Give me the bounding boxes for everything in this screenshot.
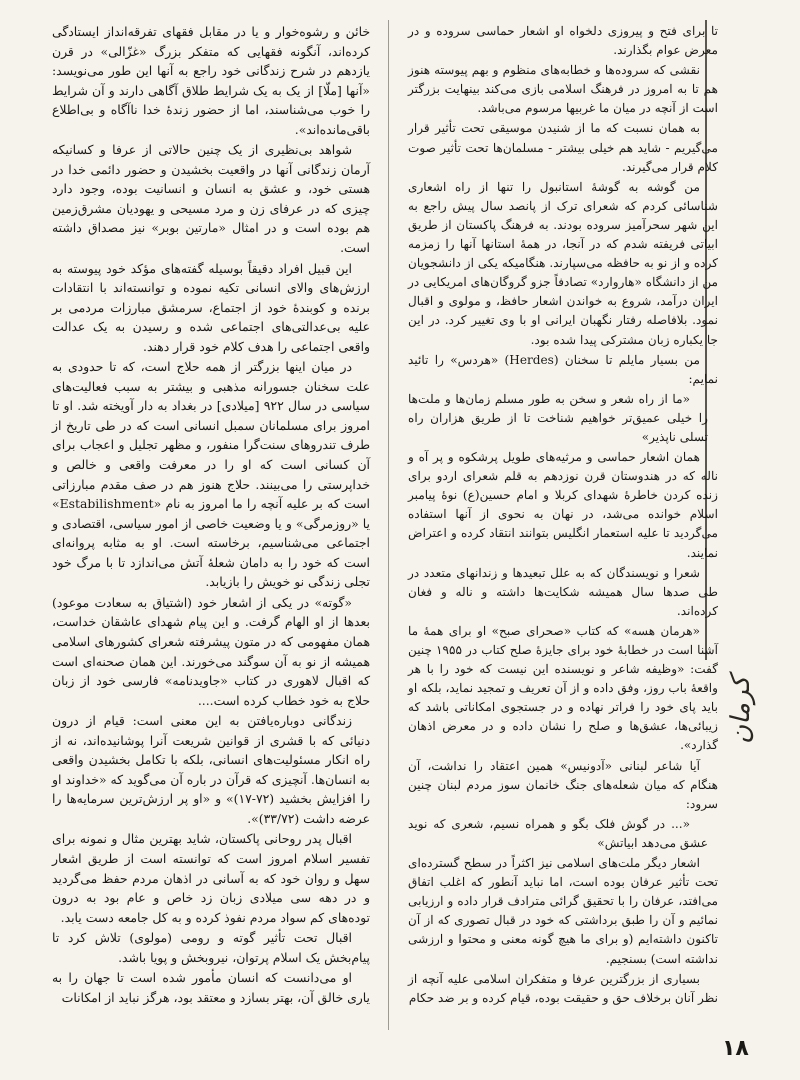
page-number: ۱۸	[722, 1036, 749, 1061]
paragraph: من گوشه‌ به گوشهٔ استانبول را تنها از راه اشعاری شناسائی کردم که شعرای ترک از پانصد سال پیش راجع به این شهر سحرآمیز سروده بودند. به فرهنگ پاکستان از طریق ابیاتی فریفته شدم که در آنجا، در همهٔ استانها آنها را زمزمه کرده و از نو به حافظه می‌سپارند. هنگامیکه یکی از دانشجویان من از دانشگاه «هاروارد» تصادفاً جزو گروگان‌های امریکایی در ایران درآمد، شروع به خواندن اشعار حافظ، و مولوی و اقبال نمود. بلافاصله رفتار نگهبان ایرانی او با وی تغییر کرد. در این جا یکباره زبان مشترکی پیدا شده بود.	[408, 179, 718, 347]
paragraph: همان اشعار حماسی و مرثیه‌های طویل پرشکوه و پر آه و ناله که در هندوستان قرن نوزدهم به قلم شعرای اردو برای زنده کردن خاطرهٔ شهدای کربلا و امام حسین(ع) نوهٔ پیامبر اسلام خوانده می‌شد، در نهان به نحوی از آنها استفاده می‌گردید تا علیه استعمار انگلیس بتوانند انتقاد کرده و اعتراض نمایند.	[408, 450, 718, 560]
paragraph: آیا شاعر لبنانی «آدونیس» همین اعتقاد را نداشت، آن هنگام که میان شعله‌های جنگ خانمان سوز مردم لبنان چنین سرود:	[408, 758, 718, 811]
column-divider	[388, 20, 389, 1030]
paragraph: اقبال پدر روحانی پاکستان، شاید بهترین مثال و نمونه برای تفسیر اسلام امروز است که توانسته است از طریق اشعار سهل و روان خود که به آسانی در اذهان مردم حفظ می‌گردید و در دهه سی میلادی زبان زد خاص و عام بود به درون توده‌های کم سواد مردم نفوذ کرده و به کل جامعه دست یابد.	[52, 831, 370, 925]
right-text-column	[408, 22, 718, 1009]
paragraph: شواهد بی‌نظیری از یک چنین حالاتی از عرفا و کسانیکه آرمان زندگانی آنها در واقعیت بخشیدن و حضور دائمی خدا در هستی خود، و عشق به انسان و انسانیت بوده، وجود دارد چیزی که در عرفای زن و مرد مسیحی و یهودیان مشرق‌زمین هم بوده است و در امثال «مارتین بوبر» نیز مصداق داشته است.	[52, 142, 370, 256]
paragraph: نقشی که سروده‌ها و خطابه‌های منظوم و بهم پیوسته هنوز هم تا به امروز در فرهنگ اسلامی بازی می‌کند بینهایت بزرگتر است از آنچه در میان ما غربیها مرسوم می‌باشد.	[408, 63, 718, 116]
paragraph: بسیاری از بزرگترین عرفا و متفکران اسلامی علیه آنچه از نظر آنان برخلاف حق و حقیقت بوده، قیام کرده و بر ضد حکام	[408, 971, 718, 1005]
paragraph: اشعار دیگر ملت‌های اسلامی نیز اکثراً در سطح گسترده‌ای تحت تأثیر عرفان بوده است، اما نباید آنطور که اغلب اتفاق می‌افتد، عرفان را با تحقیق گرائی مترادف قرار داده و ارزیابی نمائیم و آن را طبق برداشتی که خود در قبال تصوری که از آن تاکنون داشته‌ایم (و برای ما هیچ گونه معنی و محتوا و ارزشی نداشته است) بسنجیم.	[408, 856, 718, 966]
paragraph: «هرمان هسه» که کتاب «صحرای صبح» او برای همهٔ ما آشنا است در خطابهٔ خود برای جایزهٔ صلح کتاب در ۱۹۵۵ چنین گفت: «وظیفه شاعر و نویسنده این نیست که خود را با هر واقعهٔ باب روز، وفق داده و از آن تعریف و تمجید نماید، بلکه او باید پای خود را فراتر نهاده و در جستجوی امکاناتی باشد که زیبائی‌ها، عشق‌ها و صلح را نشان داده و در معرض اذهان گذارد».	[408, 623, 718, 753]
kerman-logo	[720, 640, 764, 780]
paragraph: خائن و رشوه‌خوار و یا در مقابل فقهای تفرقه‌انداز ایستادگی کرده‌اند، آنگونه فقهایی که متفکر بزرگ «غزّالی» در قرن یازدهم در شرح زندگانی خود راجع به آنها این طور می‌نویسد: «آنها [ملّا] از یک به یک شرایط طلاق آگاهی دارند و آن شرایط را خوب می‌شناسند، اما از حضور زندهٔ خدا ناآگاه و بی‌اطلاع باقی‌مانده‌اند».	[52, 24, 370, 137]
paragraph: او می‌دانست که انسان مأمور شده است تا جهان را به یاری خالق آن، بهتر بسازد و معتقد بود، هرگز نباید از امکانات	[52, 970, 370, 1005]
paragraph: به همان نسبت که ما از شنیدن موسیقی تحت تأثیر قرار می‌گیریم - شاید هم خیلی بیشتر - مسلمان‌ها تحت تأثیر صوت کلام قرار می‌گیرند.	[408, 121, 718, 174]
left-text-column	[52, 22, 370, 1008]
paragraph: در میان اینها بزرگتر از همه حلاج است، که تا حدودی به علت سخنان جسورانه مذهبی و بیشتر به سبب فعالیت‌های سیاسی در سال ۹۲۲ [میلادی] در بغداد به دار آویخته شد. او تا امروز برای مسلمانان سمبل انسانی است که در طی تاریخ از طرف تندروهای سنت‌گرا منفور، و مظهر تجلیل و اعجاب برای آن کسانی است که او را در معرفت واقعی و خالص و خداپرستی را می‌بینند. حلاج هنوز هم در صف مقدم مبارزاتی است که بر علیه آنچه را ما امروز به نام «Estabilishment» یا «روزمرگی» و یا وضعیت خاصی از امور سیاسی، اقتصادی و اجتماعی می‌شناسیم، برخاسته است. او به مثابه پروانه‌ای است که خود را به دامان شعلهٔ آتش می‌اندازد تا با مرگ خود تجلی زندگی نو خویش را بازیابد.	[52, 359, 370, 590]
paragraph: من بسیار مایلم تا سخنان (Herdes) «هردس» را تائید نمایم:	[408, 352, 718, 386]
quote-paragraph: «... در گوش فلک بگو و همراه نسیم، شعری که نوید عشق می‌دهد ابیاتش»	[408, 816, 708, 850]
paragraph: تا برای فتح و پیروزی دلخواه او اشعار حماسی سروده و در معرض عوام بگذارند.	[408, 24, 718, 58]
paragraph: اقبال تحت تأثیر گوته و رومی (مولوی) تلاش کرد تا پیام‌بخش یک اسلام پرتوان، نیروبخش و پویا باشد.	[52, 930, 370, 965]
paragraph: شعرا و نویسندگان که به علل تبعیدها و زندانهای متعدد در طی صدها سال همیشه شکایت‌ها داشته و ناله و فغان کرده‌اند.	[408, 565, 718, 618]
paragraph: این قبیل افراد دقیقاً بوسیله گفته‌های مؤکد خود پیوسته به ارزش‌های والای انسانی تکیه نموده و توانسته‌اند با انتقادات برنده و کوبندهٔ خود از اجتماع، سرمشق مبارزات مردمی بر علیه بی‌عدالتی‌های اجتماعی شده و رسیدن به یک عدالت واقعی اجتماعی را هدف کلام خود قرار دهند.	[52, 260, 370, 354]
logo-text: کرمان	[726, 676, 756, 744]
paragraph: «گوته» در یکی از اشعار خود (اشتیاق به سعادت موعود) بعدها از او الهام گرفت. و این پیام شهدای عاشقان خداست، همان مفهومی که در متون پیشرفته شعرای کشورهای اسلامی همیشه از نو به آن سوگند می‌خورند. این همان صحنه‌ای است که اقبال لاهوری در کتاب «جاویدنامه» فارسی خود از زبان حلاج به خود خطاب کرده است....	[52, 594, 370, 708]
quote-paragraph: «ما از راه شعر و سخن به طور مسلم زمان‌ها و ملت‌ها را خیلی عمیق‌تر خواهیم شناخت تا از طریق هزاران راه تسلی ناپذیر»	[408, 391, 708, 444]
paragraph: زندگانی دوباره‌یافتن به این معنی است: قیام از درون دنیائی که با قشری از قوانین شریعت آنرا پوشانیده‌اند، نه از راه انکار مسئولیت‌های انسانی، بلکه با تکامل بخشیدن واقعی به انسان‌ها. آنچیزی که قرآن در باره آن می‌گوید که «خداوند او را افزایش بخشید (۷۲-۱۷)» و «او پر ارزش‌ترین سرمایه‌ها را عرضه داشت (۳۳/۷۲)».	[52, 713, 371, 826]
